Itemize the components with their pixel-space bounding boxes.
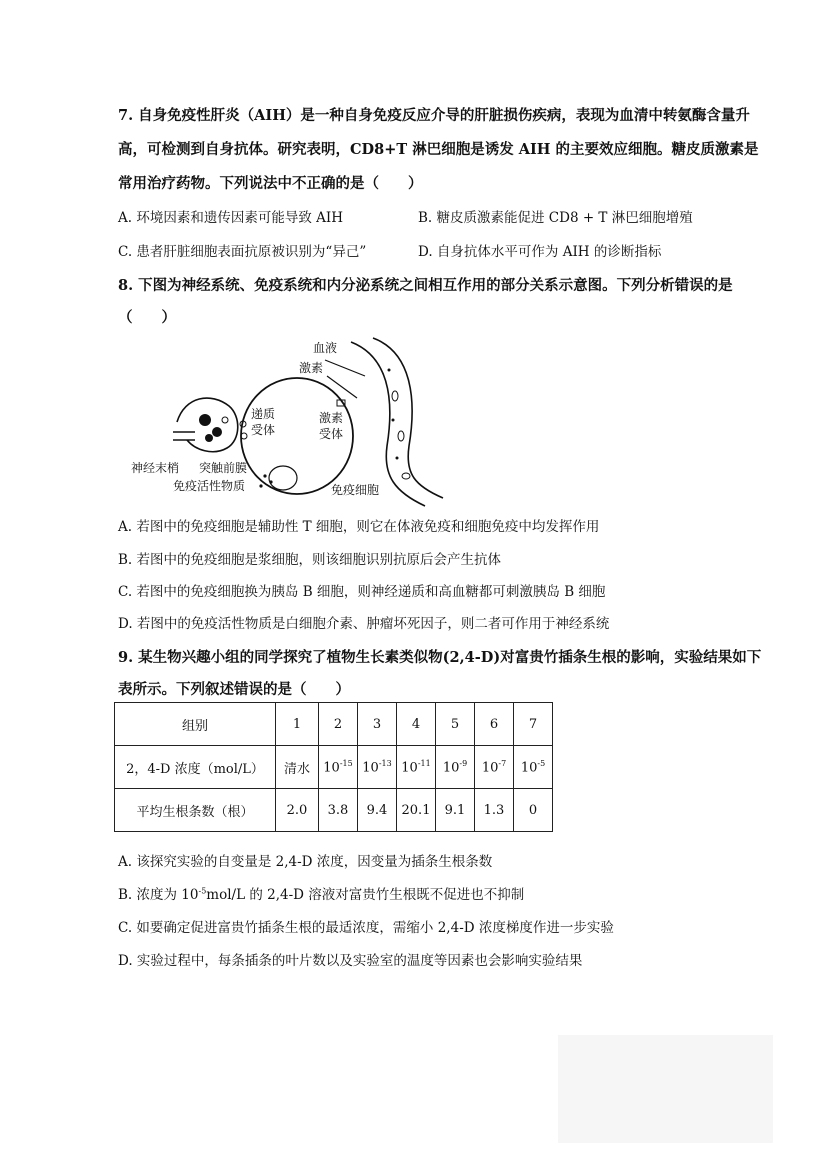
concentration-base: 10 — [362, 760, 379, 776]
roots-cell: 0 — [514, 789, 553, 832]
q9-option-d: D. 实验过程中，每条插条的叶片数以及实验室的温度等因素也会影响实验结果 — [118, 953, 583, 969]
immune-substance-vesicle — [269, 466, 297, 490]
q9-option-b-pre: B. 浓度为 10 — [118, 887, 199, 903]
concentration-base: 10 — [481, 760, 499, 776]
blood-cell — [402, 473, 410, 479]
q9-option-b — [118, 883, 524, 903]
group-cell: 7 — [514, 703, 553, 746]
table-row — [115, 789, 553, 832]
q7-stem-line3: 常用治疗药物。下列说法中不正确的是（ ） — [118, 175, 423, 192]
concentration-base: 10 — [401, 760, 418, 776]
concentration-cell — [358, 746, 397, 789]
row-label-concentration: 2，4-D 浓度（mol/L） — [115, 746, 276, 789]
q9-option-b-exponent: -5 — [198, 886, 207, 896]
concentration-exponent: -13 — [378, 758, 392, 768]
immune-substance-dot — [259, 484, 262, 487]
concentration-exponent: -5 — [537, 758, 546, 768]
concentration-base: 10 — [442, 760, 460, 776]
blood-dot — [396, 457, 399, 460]
q7-option-d: D. 自身抗体水平可作为 AIH 的诊断指标 — [418, 244, 662, 260]
concentration-exponent: -9 — [459, 758, 468, 768]
table-row — [115, 703, 553, 746]
q7-option-c: C. 患者肝脏细胞表面抗原被识别为“异己” — [118, 244, 367, 260]
q9-stem-line1: 9. 某生物兴趣小组的同学探究了植物生长素类似物(2,4-D)对富贵竹插条生根的影响，实验结果如下 — [118, 649, 762, 666]
synaptic-vesicle — [222, 417, 228, 423]
vessel-wall-inner — [351, 342, 425, 506]
row-label-group: 组别 — [115, 703, 276, 746]
roots-cell: 9.1 — [436, 789, 475, 832]
concentration-cell — [475, 746, 514, 789]
group-cell: 5 — [436, 703, 475, 746]
label-presynaptic-membrane: 突触前膜 — [199, 461, 248, 475]
label-transmitter-receptor-2: 受体 — [251, 423, 276, 437]
q8-option-b: B. 若图中的免疫细胞是浆细胞，则该细胞识别抗原后会产生抗体 — [118, 552, 502, 568]
q9-option-b-post: mol/L 的 2,4-D 溶液对富贵竹生根既不促进也不抑制 — [206, 887, 525, 903]
label-blood: 血液 — [313, 341, 338, 355]
label-immune-cell: 免疫细胞 — [331, 483, 380, 497]
q7-stem-line2: 高，可检测到自身抗体。研究表明，CD8+T 淋巴细胞是诱发 AIH 的主要效应细胞。糖皮质激素是 — [118, 141, 759, 158]
q8-option-c: C. 若图中的免疫细胞换为胰岛 B 细胞，则神经递质和高血糖都可刺激胰岛 B 细胞 — [118, 584, 606, 600]
q8-stem-line1: 8. 下图为神经系统、免疫系统和内分泌系统之间相互作用的部分关系示意图。下列分析错误的是 — [118, 277, 733, 294]
label-hormone-receptor-1: 激素 — [319, 411, 344, 425]
synaptic-vesicle — [205, 434, 213, 442]
blood-dot — [388, 369, 391, 372]
vessel-wall-outer — [373, 338, 443, 498]
q7-stem-line1: 7. 自身免疫性肝炎（AIH）是一种自身免疫反应介导的肝脏损伤疾病，表现为血清中转氨酶含量升 — [118, 107, 750, 124]
scan-faint-patch — [558, 1035, 773, 1143]
group-cell: 2 — [319, 703, 358, 746]
label-immune-active-substance: 免疫活性物质 — [173, 479, 246, 493]
label-transmitter-receptor-1: 递质 — [251, 407, 276, 421]
experiment-results-table — [114, 702, 553, 832]
concentration-text: 清水 — [283, 761, 310, 777]
group-cell: 6 — [475, 703, 514, 746]
q9-option-a: A. 该探究实验的自变量是 2,4-D 浓度，因变量为插条生根条数 — [118, 854, 493, 870]
label-leader — [327, 376, 357, 398]
blood-cell — [392, 391, 398, 401]
concentration-cell — [319, 746, 358, 789]
concentration-cell — [436, 746, 475, 789]
blood-dot — [392, 419, 395, 422]
q7-option-b: B. 糖皮质激素能促进 CD8 + T 淋巴细胞增殖 — [418, 210, 693, 226]
immune-substance-dot — [263, 474, 266, 477]
concentration-base: 10 — [520, 760, 538, 776]
concentration-cell — [514, 746, 553, 789]
label-nerve-ending: 神经末梢 — [131, 461, 180, 475]
roots-cell: 3.8 — [319, 789, 358, 832]
synaptic-vesicle — [199, 414, 211, 426]
roots-cell: 20.1 — [397, 789, 436, 832]
q7-option-a: A. 环境因素和遗传因素可能导致 AIH — [118, 210, 343, 226]
label-leader — [325, 360, 365, 376]
roots-cell: 9.4 — [358, 789, 397, 832]
concentration-exponent: -7 — [498, 758, 507, 768]
q8-option-a: A. 若图中的免疫细胞是辅助性 T 细胞，则它在体液免疫和细胞免疫中均发挥作用 — [118, 519, 600, 535]
concentration-cell — [276, 746, 319, 789]
roots-cell: 1.3 — [475, 789, 514, 832]
group-cell: 3 — [358, 703, 397, 746]
immune-neuro-endocrine-diagram — [125, 336, 445, 508]
roots-cell: 2.0 — [276, 789, 319, 832]
group-cell: 4 — [397, 703, 436, 746]
label-hormone: 激素 — [299, 361, 324, 375]
table-row — [115, 746, 553, 789]
synaptic-vesicle — [212, 427, 222, 437]
q8-stem-line2: （ ） — [118, 309, 176, 326]
concentration-cell — [397, 746, 436, 789]
q9-stem-line2: 表所示。下列叙述错误的是（ ） — [118, 681, 350, 698]
concentration-exponent: -11 — [417, 758, 431, 768]
concentration-exponent: -15 — [339, 758, 353, 768]
blood-cell — [398, 431, 404, 441]
q9-option-c: C. 如要确定促进富贵竹插条生根的最适浓度，需缩小 2,4-D 浓度梯度作进一步实验 — [118, 920, 614, 936]
q8-option-d: D. 若图中的免疫活性物质是白细胞介素、肿瘤坏死因子，则二者可作用于神经系统 — [118, 616, 610, 632]
group-cell: 1 — [276, 703, 319, 746]
concentration-base: 10 — [323, 760, 340, 776]
row-label-roots: 平均生根条数（根） — [115, 789, 276, 832]
label-hormone-receptor-2: 受体 — [319, 427, 344, 441]
